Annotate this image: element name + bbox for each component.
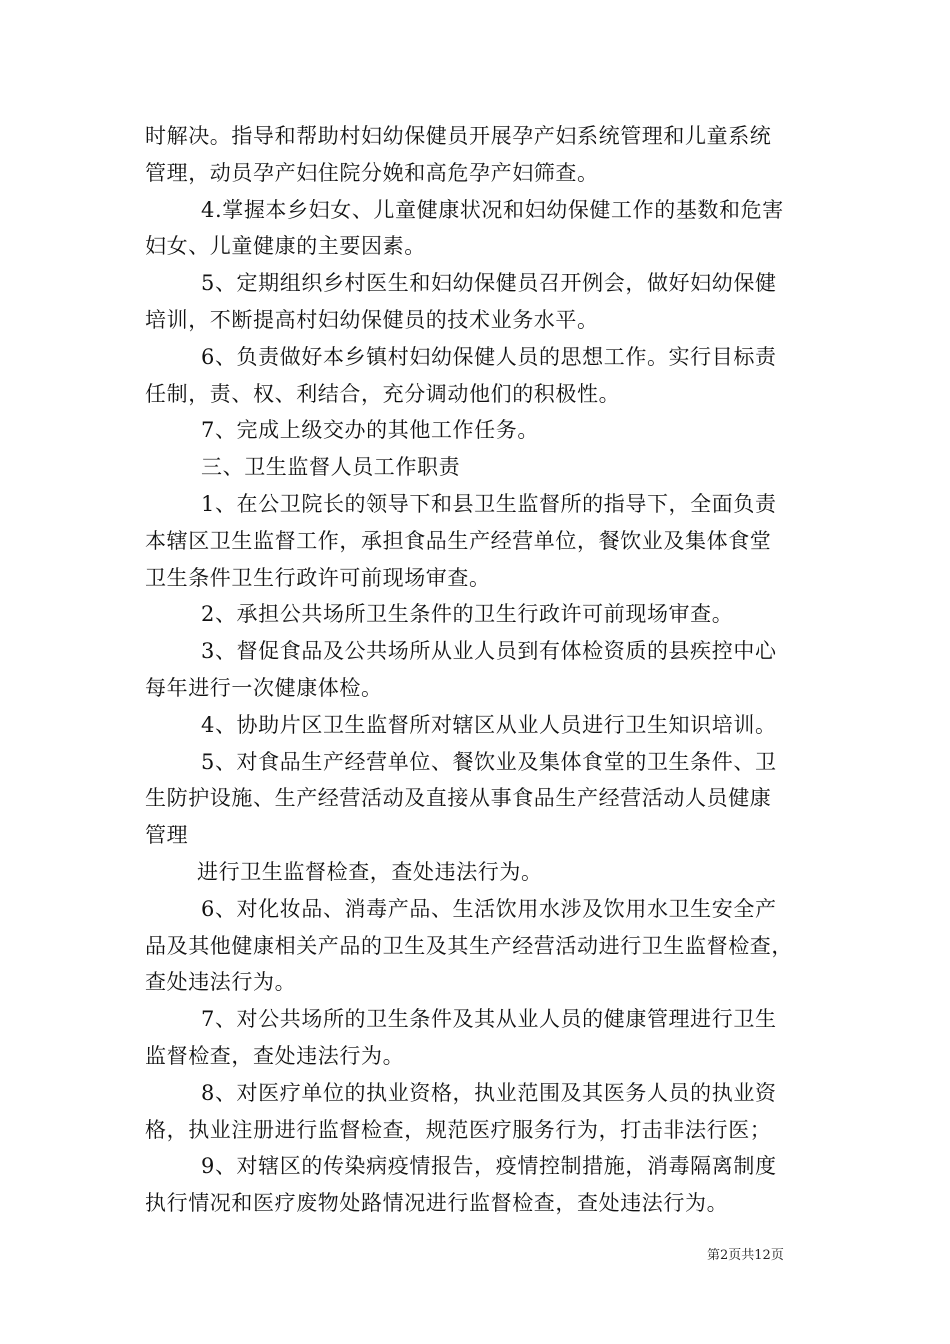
text-line: 妇女、儿童健康的主要因素。 <box>145 234 426 259</box>
text-line: 7、对公共场所的卫生条件及其从业人员的健康管理进行卫生 <box>201 1007 777 1032</box>
text-line: 查处违法行为。 <box>145 970 297 995</box>
text-line: 培训，不断提高村妇幼保健员的技术业务水平。 <box>145 307 599 332</box>
text-line: 卫生条件卫生行政许可前现场审查。 <box>145 565 491 590</box>
page-number: 第2页共12页 <box>707 1248 784 1263</box>
document-body <box>145 118 815 1222</box>
text-line: 时解决。指导和帮助村妇幼保健员开展孕产妇系统管理和儿童系统 <box>145 124 772 148</box>
text-line: 任制，责、权、利结合，充分调动他们的积极性。 <box>145 381 621 406</box>
text-line: 监督检查，查处违法行为。 <box>145 1043 405 1068</box>
text-line: 9、对辖区的传染病疫情报告，疫情控制措施，消毒隔离制度 <box>201 1154 777 1179</box>
text-line: 执行情况和医疗废物处路情况进行监督检查，查处违法行为。 <box>145 1191 729 1216</box>
text-line: 格，执业注册进行监督检查，规范医疗服务行为，打击非法行医； <box>145 1117 772 1142</box>
text-line: 每年进行一次健康体检。 <box>145 675 383 700</box>
text-line: 5、定期组织乡村医生和妇幼保健员召开例会，做好妇幼保健 <box>201 271 777 296</box>
text-line: 进行卫生监督检查，查处违法行为。 <box>197 859 543 884</box>
text-line: 管理 <box>145 823 189 848</box>
text-line: 本辖区卫生监督工作，承担食品生产经营单位，餐饮业及集体食堂 <box>145 528 772 553</box>
text-line: 2、承担公共场所卫生条件的卫生行政许可前现场审查。 <box>201 602 734 627</box>
text-line: 管理，动员孕产妇住院分娩和高危孕产妇筛查。 <box>145 160 599 185</box>
section-heading: 三、卫生监督人员工作职责 <box>201 455 461 480</box>
text-line: 4、协助片区卫生监督所对辖区从业人员进行卫生知识培训。 <box>201 712 777 737</box>
text-line: 生防护设施、生产经营活动及直接从事食品生产经营活动人员健康 <box>145 786 772 811</box>
text-line: 5、对食品生产经营单位、餐饮业及集体食堂的卫生条件、卫 <box>201 749 777 774</box>
text-line: 3、督促食品及公共场所从业人员到有体检资质的县疾控中心 <box>201 639 777 664</box>
text-line: 8、对医疗单位的执业资格，执业范围及其医务人员的执业资 <box>201 1080 777 1105</box>
text-line: 品及其他健康相关产品的卫生及其生产经营活动进行卫生监督检查， <box>145 933 793 958</box>
text-line: 1、在公卫院长的领导下和县卫生监督所的指导下，全面负责 <box>201 491 777 516</box>
text-line: 6、对化妆品、消毒产品、生活饮用水涉及饮用水卫生安全产 <box>201 896 777 921</box>
text-line: 7、完成上级交办的其他工作任务。 <box>201 418 539 443</box>
text-line: 4.掌握本乡妇女、儿童健康状况和妇幼保健工作的基数和危害 <box>201 197 784 222</box>
text-line: 6、负责做好本乡镇村妇幼保健人员的思想工作。实行目标责 <box>201 344 777 369</box>
